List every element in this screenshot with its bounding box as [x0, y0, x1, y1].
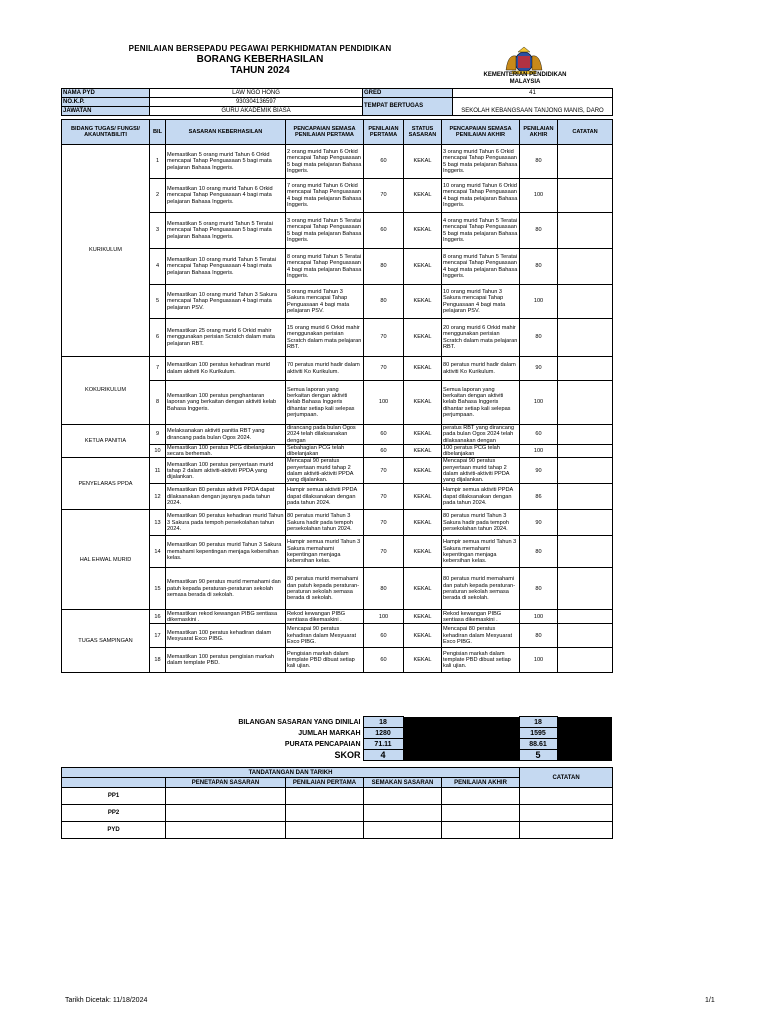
row-penilaian-akhir: 90 [520, 458, 558, 484]
bilangan-akhir: 18 [519, 717, 557, 728]
row-penilaian-pertama: 60 [364, 145, 404, 179]
row-sasaran: Memastikan 90 peratus kehadiran murid Tahun 3 Sakura pada tempoh persekolahan tahun 2024. [166, 510, 286, 536]
row-penilaian-pertama: 80 [364, 568, 404, 610]
row-pencapaian-pertama: Rekod kewangan PIBG sentiasa dikemaskini . [286, 610, 364, 624]
row-penilaian-akhir: 80 [520, 249, 558, 285]
row-penilaian-pertama: 80 [364, 285, 404, 319]
row-penilaian-pertama: 70 [364, 179, 404, 213]
row-bil: 17 [150, 624, 166, 648]
row-catatan [558, 249, 613, 285]
row-penilaian-akhir: 100 [520, 381, 558, 425]
row-catatan [558, 445, 613, 458]
row-bil: 6 [150, 319, 166, 357]
group-label: KOKURIKULUM [62, 357, 150, 425]
signature-penetapan: PENETAPAN SASARAN [166, 778, 286, 788]
row-pencapaian-pertama: 8 orang murid Tahun 3 Sakura mencapai Tahap Penguasaan 4 bagi mata pelajaran PSV. [286, 285, 364, 319]
skor-label: SKOR [334, 750, 361, 760]
print-date: Tarikh Dicetak: 11/18/2024 [65, 997, 148, 1004]
row-pencapaian-pertama: 8 orang murid Tahun 5 Teratai mencapai Tahap Penguasaan 4 bagi mata pelajaran Bahasa Inggeris. [286, 249, 364, 285]
row-penilaian-pertama: 60 [364, 425, 404, 445]
group-label: TUGAS SAMPINGAN [62, 610, 150, 673]
row-status: KEKAL [404, 568, 442, 610]
group-label: KETUA PANITIA [62, 425, 150, 458]
row-penilaian-akhir: 80 [520, 213, 558, 249]
row-bil: 12 [150, 484, 166, 510]
col-catatan: CATATAN [558, 120, 613, 145]
table-row [62, 145, 613, 179]
row-catatan [558, 285, 613, 319]
row-pencapaian-akhir: Mencapai 90 peratus penyertaan murid tahap 2 dalam aktiviti-aktiviti PPDA yang dijalankan. [442, 458, 520, 484]
row-pencapaian-pertama: 80 peratus murid memahami dan patuh kepada peraturan-peraturan sekolah semasa berada di sekolah. [286, 568, 364, 610]
row-sasaran: Memastikan 5 orang murid Tahun 6 Orkid mencapai Tahap Penguasaan 5 bagi mata pelajaran Bahasa Inggeris. [166, 145, 286, 179]
row-penilaian-pertama: 70 [364, 484, 404, 510]
gred-label: GRED [363, 89, 453, 98]
gred-value: 41 [453, 89, 613, 98]
nokp-value: 930304136597 [150, 98, 363, 107]
row-bil: 14 [150, 536, 166, 568]
row-sasaran: Memastikan 10 orang murid Tahun 6 Orkid mencapai Tahap Penguasaan 4 bagi mata pelajaran Bahasa Inggeris. [166, 179, 286, 213]
row-catatan [558, 381, 613, 425]
table-row [62, 458, 613, 484]
group-label: PENYELARAS PPDA [62, 458, 150, 510]
row-pencapaian-akhir: Hampir semua murid Tahun 3 Sakura memahami kepentingan menjaga kebersihan kelas. [442, 536, 520, 568]
jawatan-label: JAWATAN [62, 107, 150, 116]
col-penilaian-pertama: PENILAIAN PERTAMA [364, 120, 404, 145]
bilangan-label: BILANGAN SASARAN YANG DINILAI [238, 718, 361, 726]
totals-blackout [403, 750, 519, 761]
col-penilaian-akhir: PENILAIAN AKHIR [520, 120, 558, 145]
row-sasaran: Memastikan 10 orang murid Tahun 3 Sakura mencapai Tahap Penguasaan 4 bagi mata pelajaran PSV. [166, 285, 286, 319]
row-penilaian-akhir: 80 [520, 536, 558, 568]
row-pencapaian-akhir: 80 peratus murid memahami dan patuh kepada peraturan-peraturan sekolah semasa berada di sekolah. [442, 568, 520, 610]
signature-title: TANDATANGAN DAN TARIKH [62, 768, 520, 778]
signature-cell [364, 822, 442, 839]
row-pencapaian-akhir: Rekod kewangan PIBG sentiasa dikemaskini . [442, 610, 520, 624]
totals-blackout [557, 750, 612, 761]
row-pencapaian-akhir: Semua laporan yang berkaitan dengan aktiviti kelab Bahasa Inggeris dihantar setiap kali selepas perjumpaan. [442, 381, 520, 425]
row-pencapaian-akhir: peratus RBT yang dirancang pada bulan Ogos 2024 telah dilaksanakan dengan [442, 425, 520, 445]
row-bil: 16 [150, 610, 166, 624]
row-penilaian-pertama: 100 [364, 610, 404, 624]
row-penilaian-pertama: 100 [364, 381, 404, 425]
group-label: HAL EHWAL MURID [62, 510, 150, 610]
row-penilaian-pertama: 80 [364, 249, 404, 285]
row-penilaian-akhir: 80 [520, 145, 558, 179]
table-header-row [62, 120, 613, 145]
jawatan-value: GURU AKADEMIK BIASA [150, 107, 363, 116]
row-catatan [558, 213, 613, 249]
row-bil: 8 [150, 381, 166, 425]
row-status: KEKAL [404, 249, 442, 285]
tempat-label: TEMPAT BERTUGAS [363, 98, 453, 116]
row-pencapaian-akhir: Hampir semua aktiviti PPDA dapat dilaksanakan dengan pada tahun 2024. [442, 484, 520, 510]
row-sasaran: Memastikan 25 orang murid 6 Orkid mahir menggunakan perisian Scratch dalam mata pelajaran RBT. [166, 319, 286, 357]
row-penilaian-akhir: 80 [520, 624, 558, 648]
row-bil: 1 [150, 145, 166, 179]
row-sasaran: Memastikan 5 orang murid Tahun 5 Teratai mencapai Tahap Penguasaan 5 bagi mata pelajaran Bahasa Inggeris. [166, 213, 286, 249]
purata-label: PURATA PENCAPAIAN [284, 740, 361, 748]
purata-akhir: 88.61 [519, 739, 557, 750]
row-pencapaian-pertama: 3 orang murid Tahun 5 Teratai mencapai Tahap Penguasaan 5 bagi mata pelajaran Bahasa Inggeris. [286, 213, 364, 249]
row-status: KEKAL [404, 458, 442, 484]
table-row [62, 610, 613, 624]
row-penilaian-akhir: 100 [520, 285, 558, 319]
jumlah-label: JUMLAH MARKAH [298, 729, 361, 737]
row-status: KEKAL [404, 145, 442, 179]
row-sasaran: Memastikan 100 peratus penghantaran laporan yang berkaitan dengan aktiviti kelab Bahasa Inggeris. [166, 381, 286, 425]
signature-semakan: SEMAKAN SASARAN [364, 778, 442, 788]
row-pencapaian-akhir: 8 orang murid Tahun 5 Teratai mencapai Tahap Penguasaan 4 bagi mata pelajaran Bahasa Inggeris. [442, 249, 520, 285]
row-catatan [558, 179, 613, 213]
signature-cell [520, 805, 613, 822]
col-pencapaian-akhir: PENCAPAIAN SEMASA PENILAIAN AKHIR [442, 120, 520, 145]
signature-cell [166, 822, 286, 839]
row-bil: 7 [150, 357, 166, 381]
row-pencapaian-pertama: Mencapai 90 peratus kehadiran dalam Mesyuarat Exco PIBG. [286, 624, 364, 648]
row-pencapaian-akhir: 3 orang murid Tahun 6 Orkid mencapai Tahap Penguasaan 5 bagi mata pelajaran Bahasa Inggeris. [442, 145, 520, 179]
row-bil: 9 [150, 425, 166, 445]
row-pencapaian-pertama: Hampir semua murid Tahun 3 Sakura memahami kepentingan menjaga kebersihan kelas. [286, 536, 364, 568]
row-pencapaian-akhir: Pengisian markah dalam template PBD dibuat setiap kali ujian. [442, 648, 520, 673]
purata-pertama: 71.11 [363, 739, 403, 750]
col-sasaran: SASARAN KEBERHASILAN [166, 120, 286, 145]
form-title-line1: PENILAIAN BERSEPADU PEGAWAI PERKHIDMATAN PENDIDIKAN [128, 44, 392, 53]
row-sasaran: Memastikan 100 peratus pengisian markah dalam template PBD. [166, 648, 286, 673]
row-pencapaian-pertama: Semua laporan yang berkaitan dengan aktiviti kelab Bahasa Inggeris dihantar setiap kali selepas perjumpaan. [286, 381, 364, 425]
jumlah-akhir: 1595 [519, 728, 557, 739]
row-penilaian-akhir: 80 [520, 319, 558, 357]
signature-catatan: CATATAN [520, 768, 613, 788]
skor-pertama: 4 [363, 750, 403, 761]
tempat-value: SEKOLAH KEBANGSAAN TANJONG MANIS, DARO [453, 98, 613, 116]
row-penilaian-akhir: 100 [520, 610, 558, 624]
ministry-name: KEMENTERIAN PENDIDIKAN MALAYSIA [483, 72, 567, 85]
signature-cell [364, 788, 442, 805]
row-status: KEKAL [404, 445, 442, 458]
row-status: KEKAL [404, 179, 442, 213]
row-pencapaian-akhir: Mencapai 80 peratus kehadiran dalam Mesyuarat Exco PIBG. [442, 624, 520, 648]
row-pencapaian-akhir: 4 orang murid Tahun 5 Teratai mencapai Tahap Penguasaan 5 bagi mata pelajaran Bahasa Inggeris. [442, 213, 520, 249]
row-bil: 5 [150, 285, 166, 319]
totals-table [61, 716, 612, 761]
row-catatan [558, 648, 613, 673]
nokp-label: NO.K.P. [62, 98, 150, 107]
row-status: KEKAL [404, 510, 442, 536]
row-pencapaian-akhir: 100 peratus PCG telah dibelanjakan [442, 445, 520, 458]
row-pencapaian-pertama: Pengisian markah dalam template PBD dibuat setiap kali ujian. [286, 648, 364, 673]
signature-cell [286, 822, 364, 839]
row-catatan [558, 484, 613, 510]
row-sasaran: Memastikan 10 orang murid Tahun 5 Teratai mencapai Tahap Penguasaan 4 bagi mata pelajaran Bahasa Inggeris. [166, 249, 286, 285]
row-penilaian-akhir: 60 [520, 425, 558, 445]
row-status: KEKAL [404, 624, 442, 648]
row-catatan [558, 145, 613, 179]
totals-blackout [403, 728, 519, 739]
row-bil: 13 [150, 510, 166, 536]
signature-cell [364, 805, 442, 822]
form-title-line2: BORANG KEBERHASILAN [196, 54, 324, 65]
row-pencapaian-akhir: 10 orang murid Tahun 3 Sakura mencapai Tahap Penguasaan 4 bagi mata pelajaran PSV. [442, 285, 520, 319]
nama-value: LAW NGO HONG [150, 89, 363, 98]
row-pencapaian-pertama: 2 orang murid Tahun 6 Orkid mencapai Tahap Penguasaan 5 bagi mata pelajaran Bahasa Inggeris. [286, 145, 364, 179]
signature-role: PYD [62, 822, 166, 839]
row-sasaran: Memastikan 80 peratus aktiviti PPDA dapat dilaksanakan dengan jayanya pada tahun 2024. [166, 484, 286, 510]
row-catatan [558, 458, 613, 484]
table-row [62, 510, 613, 536]
group-label: KURIKULUM [62, 145, 150, 357]
signature-cell [166, 788, 286, 805]
row-pencapaian-pertama: Sebahagian PCG telah dibelanjakan [286, 445, 364, 458]
signature-pertama: PENILAIAN PERTAMA [286, 778, 364, 788]
signature-blank-head [62, 778, 166, 788]
signature-table [61, 767, 613, 839]
signature-row [62, 788, 613, 805]
col-pencapaian-pertama: PENCAPAIAN SEMASA PENILAIAN PERTAMA [286, 120, 364, 145]
row-status: KEKAL [404, 319, 442, 357]
totals-blackout [557, 717, 612, 728]
row-bil: 10 [150, 445, 166, 458]
row-pencapaian-akhir: 20 orang murid 6 Orkid mahir menggunakan perisian Scratch dalam mata pelajaran RBT. [442, 319, 520, 357]
row-penilaian-pertama: 70 [364, 458, 404, 484]
table-row [62, 425, 613, 445]
signature-row [62, 805, 613, 822]
row-status: KEKAL [404, 610, 442, 624]
signature-role: PP1 [62, 788, 166, 805]
row-catatan [558, 425, 613, 445]
row-catatan [558, 610, 613, 624]
nama-label: NAMA PYD [62, 89, 150, 98]
totals-blackout [403, 717, 519, 728]
page-number: 1/1 [705, 997, 715, 1004]
signature-cell [442, 822, 520, 839]
row-penilaian-pertama: 60 [364, 213, 404, 249]
form-header [0, 44, 520, 76]
row-pencapaian-pertama: 70 peratus murid hadir dalam aktiviti Ko Kurikulum. [286, 357, 364, 381]
row-sasaran: Memastikan 90 peratus murid Tahun 3 Sakura memahami kepentingan menjaga kebersihan kelas. [166, 536, 286, 568]
row-catatan [558, 624, 613, 648]
signature-row [62, 822, 613, 839]
row-penilaian-akhir: 100 [520, 648, 558, 673]
row-status: KEKAL [404, 648, 442, 673]
row-pencapaian-akhir: 80 peratus murid Tahun 3 Sakura hadir pada tempoh persekolahan tahun 2024. [442, 510, 520, 536]
col-status: STATUS SASARAN [404, 120, 442, 145]
row-catatan [558, 319, 613, 357]
row-status: KEKAL [404, 536, 442, 568]
row-bil: 15 [150, 568, 166, 610]
targets-table [61, 119, 613, 673]
col-bil: BIL [150, 120, 166, 145]
jumlah-pertama: 1280 [363, 728, 403, 739]
col-bidang: BIDANG TUGAS/ FUNGSI/ AKAUNTABILITI [62, 120, 150, 145]
row-sasaran: Memastikan 100 peratus kehadiran dalam Mesyuarat Exco PIBG. [166, 624, 286, 648]
bilangan-pertama: 18 [363, 717, 403, 728]
signature-cell [286, 788, 364, 805]
row-penilaian-akhir: 100 [520, 445, 558, 458]
row-status: KEKAL [404, 425, 442, 445]
row-sasaran: Memastikan 100 peratus PCG dibelanjakan secara berhemah. [166, 445, 286, 458]
row-sasaran: Melaksanakan aktiviti panitia RBT yang dirancang pada bulan Ogos 2024. [166, 425, 286, 445]
row-sasaran: Memastikan 100 peratus kehadiran murid dalam aktiviti Ko Kurikulum. [166, 357, 286, 381]
row-status: KEKAL [404, 484, 442, 510]
row-penilaian-pertama: 70 [364, 357, 404, 381]
signature-cell [520, 822, 613, 839]
signature-cell [520, 788, 613, 805]
row-sasaran: Memastikan 90 peratus murid memahami dan patuh kepada peraturan-peraturan sekolah semasa berada di sekolah. [166, 568, 286, 610]
signature-cell [442, 788, 520, 805]
employee-info-table [61, 88, 613, 116]
signature-role: PP2 [62, 805, 166, 822]
row-bil: 2 [150, 179, 166, 213]
row-penilaian-pertama: 60 [364, 648, 404, 673]
row-penilaian-akhir: 90 [520, 357, 558, 381]
row-penilaian-akhir: 90 [520, 510, 558, 536]
row-penilaian-akhir: 80 [520, 568, 558, 610]
signature-akhir: PENILAIAN AKHIR [442, 778, 520, 788]
row-catatan [558, 536, 613, 568]
signature-cell [166, 805, 286, 822]
row-status: KEKAL [404, 357, 442, 381]
totals-blackout [557, 728, 612, 739]
signature-cell [286, 805, 364, 822]
table-row [62, 357, 613, 381]
signature-cell [442, 805, 520, 822]
row-pencapaian-akhir: 10 orang murid Tahun 6 Orkid mencapai Tahap Penguasaan 4 bagi mata pelajaran Bahasa Inggeris. [442, 179, 520, 213]
row-catatan [558, 510, 613, 536]
row-pencapaian-pertama: 80 peratus murid Tahun 3 Sakura hadir pada tempoh persekolahan tahun 2024. [286, 510, 364, 536]
row-bil: 3 [150, 213, 166, 249]
row-catatan [558, 568, 613, 610]
form-title-line3: TAHUN 2024 [230, 65, 290, 76]
totals-blackout [403, 739, 519, 750]
row-pencapaian-pertama: 15 orang murid 6 Orkid mahir menggunakan perisian Scratch dalam mata pelajaran RBT. [286, 319, 364, 357]
row-pencapaian-pertama: Hampir semua aktiviti PPDA dapat dilaksanakan dengan pada tahun 2024. [286, 484, 364, 510]
row-pencapaian-pertama: 7 orang murid Tahun 6 Orkid mencapai Tahap Penguasaan 4 bagi mata pelajaran Bahasa Inggeris. [286, 179, 364, 213]
row-penilaian-pertama: 70 [364, 536, 404, 568]
row-bil: 11 [150, 458, 166, 484]
row-pencapaian-akhir: 80 peratus murid hadir dalam aktiviti Ko Kurikulum. [442, 357, 520, 381]
row-sasaran: Memastikan rekod kewangan PIBG sentiasa dikemaskini . [166, 610, 286, 624]
row-penilaian-pertama: 60 [364, 624, 404, 648]
row-status: KEKAL [404, 381, 442, 425]
row-status: KEKAL [404, 285, 442, 319]
row-penilaian-akhir: 86 [520, 484, 558, 510]
row-bil: 18 [150, 648, 166, 673]
row-bil: 4 [150, 249, 166, 285]
row-pencapaian-pertama: Mencapai 90 peratus penyertaan murid tahap 2 dalam aktiviti-aktiviti PPDA yang dijalankan. [286, 458, 364, 484]
skor-akhir: 5 [519, 750, 557, 761]
totals-blackout [557, 739, 612, 750]
row-penilaian-akhir: 100 [520, 179, 558, 213]
row-pencapaian-pertama: dirancang pada bulan Ogos 2024 telah dilaksanakan dengan [286, 425, 364, 445]
row-penilaian-pertama: 70 [364, 510, 404, 536]
row-sasaran: Memastikan 100 peratus penyertaan murid tahap 2 dalam aktiviti-aktiviti PPDA yang dijalankan. [166, 458, 286, 484]
row-status: KEKAL [404, 213, 442, 249]
row-catatan [558, 357, 613, 381]
row-penilaian-pertama: 70 [364, 319, 404, 357]
row-penilaian-pertama: 60 [364, 445, 404, 458]
